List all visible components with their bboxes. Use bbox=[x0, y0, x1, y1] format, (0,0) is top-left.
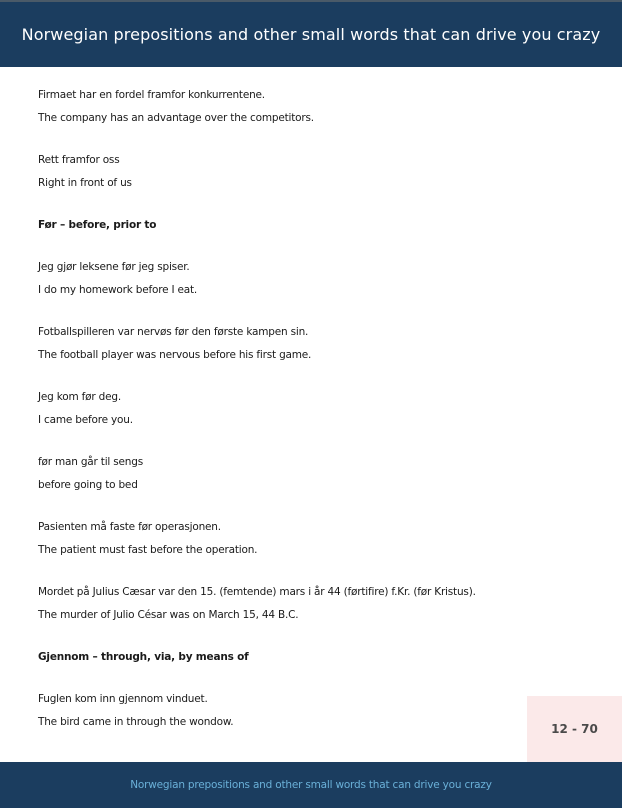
footer-text: Norwegian prepositions and other small words that can drive you crazy bbox=[130, 779, 492, 791]
example-english: The murder of Julio César was on March 15, 44 B.C. bbox=[38, 609, 299, 621]
example-norwegian: Pasienten må faste før operasjonen. bbox=[38, 521, 221, 533]
example-norwegian: Fotballspilleren var nervøs før den første kampen sin. bbox=[38, 326, 309, 338]
page-footer bbox=[0, 762, 622, 808]
example-norwegian: Mordet på Julius Cæsar var den 15. (femtende) mars i år 44 (førtifire) f.Kr. (før Kristus). bbox=[38, 586, 476, 598]
page-number: 12 - 70 bbox=[551, 722, 598, 736]
example-norwegian: Jeg kom før deg. bbox=[38, 391, 121, 403]
example-english: I came before you. bbox=[38, 414, 133, 426]
section-heading-for: Før – before, prior to bbox=[38, 219, 157, 231]
example-english: The company has an advantage over the competitors. bbox=[38, 112, 314, 124]
example-english: The bird came in through the wondow. bbox=[38, 716, 234, 728]
example-norwegian: Rett framfor oss bbox=[38, 154, 120, 166]
example-norwegian: Firmaet har en fordel framfor konkurrentene. bbox=[38, 89, 265, 101]
page-header bbox=[0, 0, 622, 67]
example-norwegian: før man går til sengs bbox=[38, 456, 143, 468]
example-norwegian: Jeg gjør leksene før jeg spiser. bbox=[38, 261, 190, 273]
example-english: I do my homework before I eat. bbox=[38, 284, 198, 296]
example-norwegian: Fuglen kom inn gjennom vinduet. bbox=[38, 693, 208, 705]
page-number-box bbox=[527, 696, 622, 762]
page-content bbox=[38, 84, 578, 734]
example-english: Right in front of us bbox=[38, 177, 132, 189]
header-title: Norwegian prepositions and other small words that can drive you crazy bbox=[21, 25, 601, 44]
section-heading-gjennom: Gjennom – through, via, by means of bbox=[38, 651, 249, 663]
example-english: The patient must fast before the operation. bbox=[38, 544, 258, 556]
example-english: before going to bed bbox=[38, 479, 138, 491]
example-english: The football player was nervous before his first game. bbox=[38, 349, 312, 361]
